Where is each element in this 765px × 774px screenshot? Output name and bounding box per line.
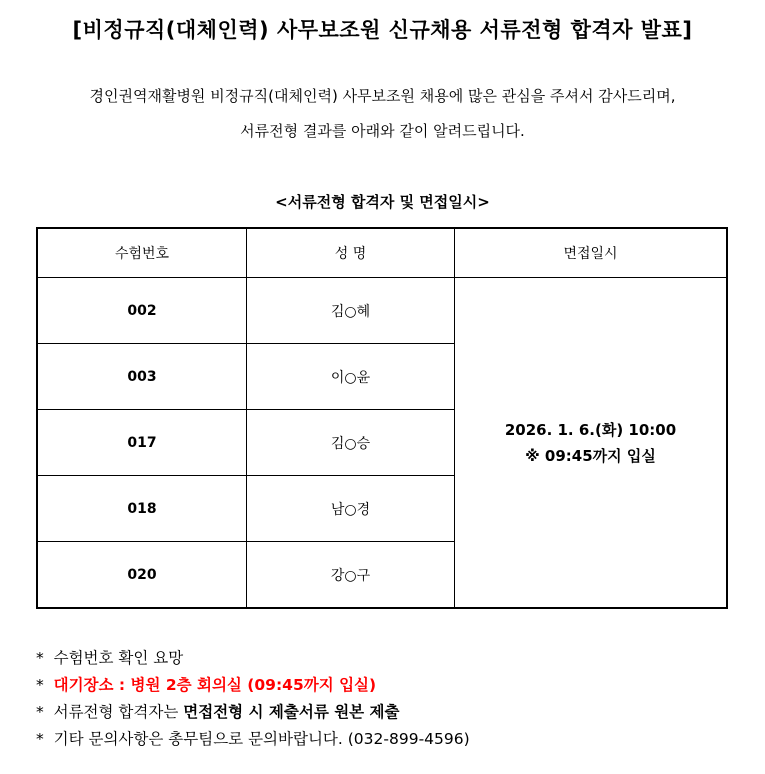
applicant-name: 김○승 <box>247 410 455 476</box>
header-schedule: 면접일시 <box>455 228 728 278</box>
applicant-name: 이○윤 <box>247 344 455 410</box>
exam-number: 002 <box>37 278 247 344</box>
notes <box>36 645 470 753</box>
bullet: * <box>36 703 44 721</box>
header-name: 성 명 <box>247 228 455 278</box>
exam-number: 018 <box>37 476 247 542</box>
bullet: * <box>36 730 44 748</box>
note-1 <box>36 645 470 672</box>
results-table <box>36 227 728 609</box>
bullet: * <box>36 676 44 694</box>
note-3 <box>36 699 470 726</box>
page-title: [비정규직(대체인력) 사무보조원 신규채용 서류전형 합격자 발표] <box>72 18 693 42</box>
applicant-name: 강○구 <box>247 542 455 609</box>
note-4 <box>36 726 470 753</box>
table-title: <서류전형 합격자 및 면접일시> <box>275 193 490 211</box>
note-text: 대기장소 : 병원 2층 회의실 (09:45까지 입실) <box>53 676 377 694</box>
exam-number: 020 <box>37 542 247 609</box>
entry-time: ※ 09:45까지 입실 <box>525 446 656 465</box>
table-header <box>37 228 727 278</box>
table-row <box>37 278 727 344</box>
note-text: 기타 문의사항은 총무팀으로 문의바랍니다. (032-899-4596) <box>53 730 470 748</box>
intro-line-1: 경인권역재활병원 비정규직(대체인력) 사무보조원 채용에 많은 관심을 주셔서 감사드리며, <box>89 87 676 105</box>
interview-datetime: 2026. 1. 6.(화) 10:00 <box>504 420 677 439</box>
note-text: 서류전형 합격자는 <box>53 703 184 721</box>
exam-number: 017 <box>37 410 247 476</box>
interview-schedule <box>455 278 728 609</box>
note-2 <box>36 672 470 699</box>
applicant-name: 김○혜 <box>247 278 455 344</box>
applicant-name: 남○경 <box>247 476 455 542</box>
note-text: 수험번호 확인 요망 <box>53 649 184 667</box>
note-emphasis: 면접전형 시 제출서류 원본 제출 <box>183 703 400 721</box>
header-number: 수험번호 <box>37 228 247 278</box>
bullet: * <box>36 649 44 667</box>
exam-number: 003 <box>37 344 247 410</box>
intro-line-2: 서류전형 결과를 아래와 같이 알려드립니다. <box>240 122 525 140</box>
